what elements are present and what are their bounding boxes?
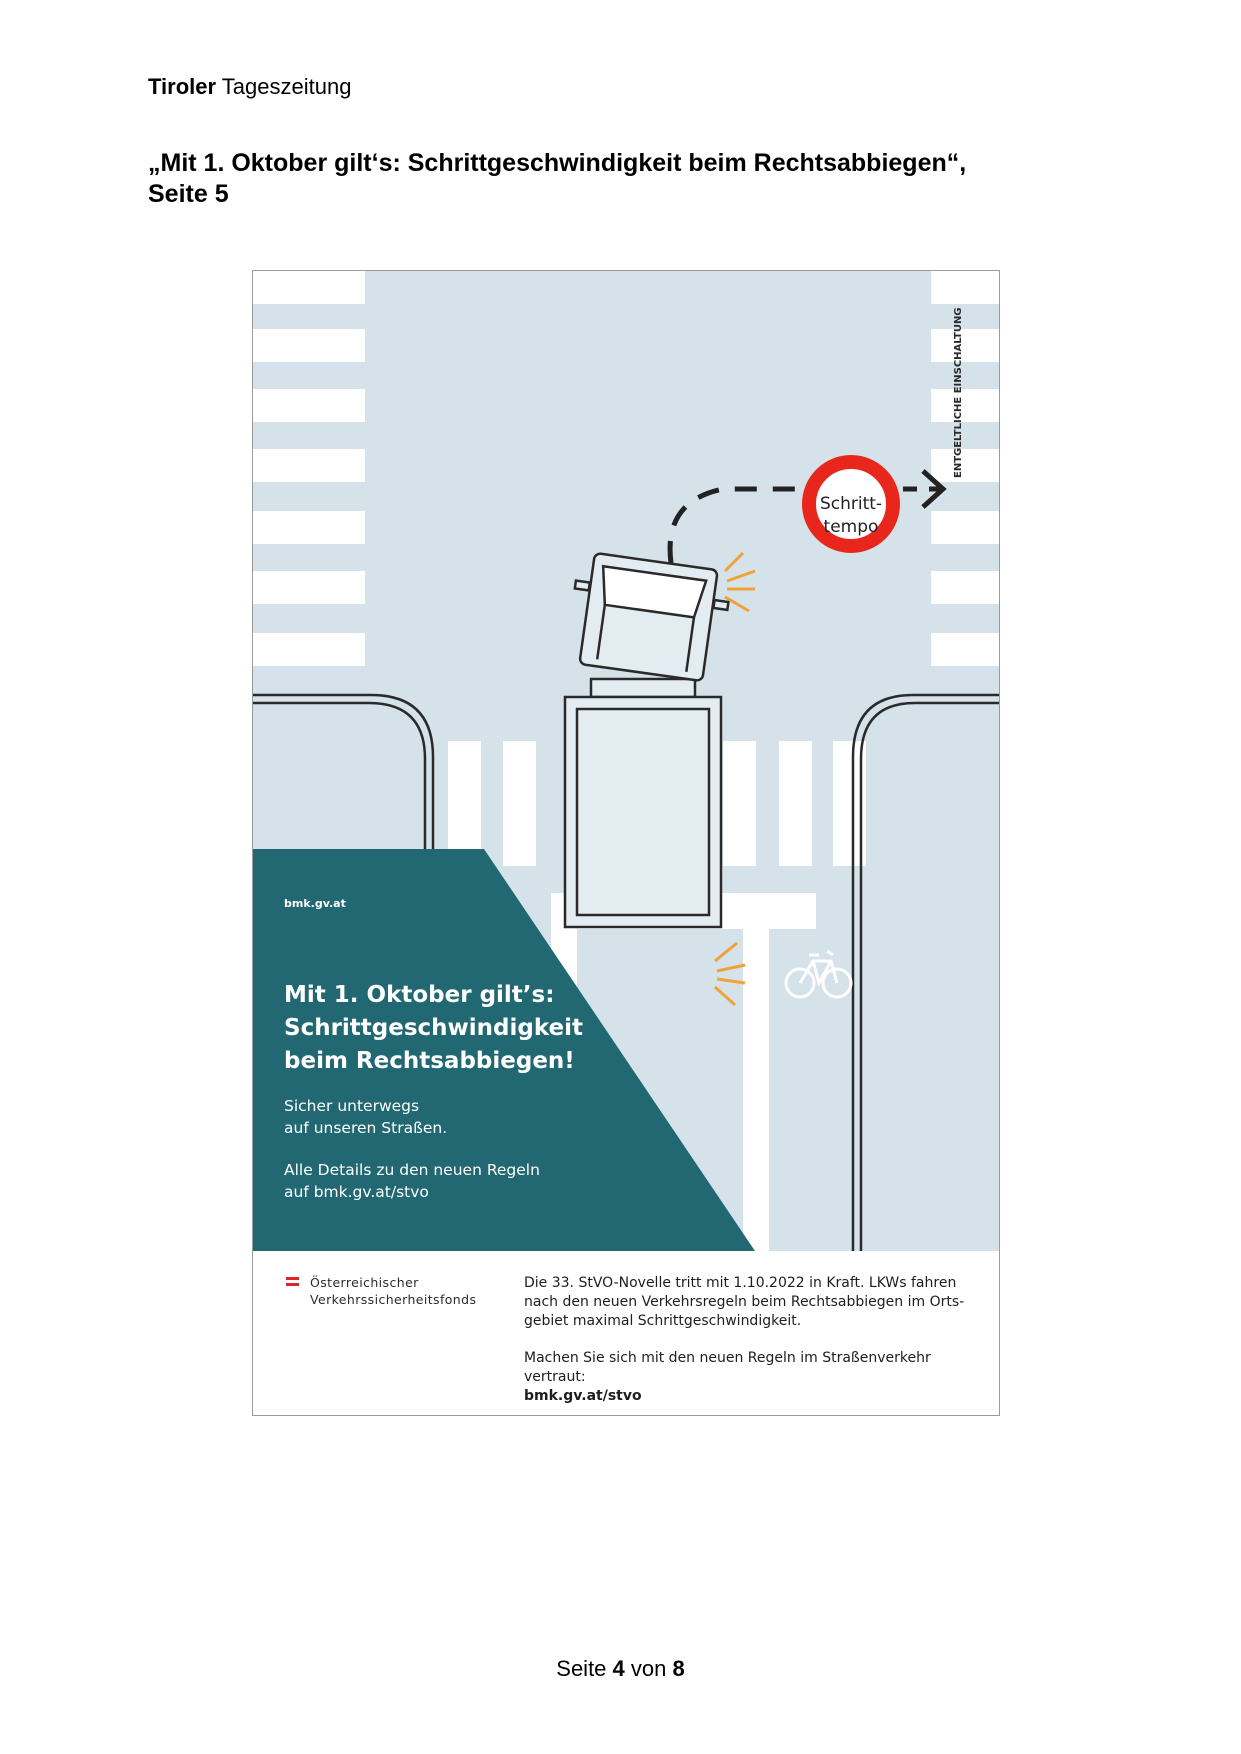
article-title-line1: „Mit 1. Oktober gilt‘s: Schrittgeschwindigkeit beim Rechtsabbiegen“, [148,149,967,177]
ad-subline: Sicher unterwegs auf unseren Straßen. [284,1097,448,1137]
newspaper-name: Tiroler Tageszeitung [148,74,352,99]
austria-flag-icon [286,1277,299,1286]
road-illustration [253,271,999,1415]
schritttempo-sign: Schritt- tempo [819,494,883,537]
organization-name: Österreichischer Verkehrssicherheitsfonds [310,1275,477,1307]
ad-site: bmk.gv.at [284,897,346,910]
article-title [148,148,1108,210]
ad-info-text: Die 33. StVO-Novelle tritt mit 1.10.2022 in Kraft. LKWs fahren nach den neuen Verkehrsregeln beim Rechtsabbiegen im Orts- gebiet maximal Schrittgeschwindigkeit. Machen Sie sich mit den neuen Regeln im Straßenverkehr vertraut: bmk.gv.at/stvo [524,1275,965,1404]
page-number: Seite 4 von 8 [556,1656,685,1681]
advertisement [252,270,1000,1416]
ad-headline: Mit 1. Oktober gilt’s: Schrittgeschwindigkeit beim Rechtsabbiegen! [284,982,584,1074]
ad-details: Alle Details zu den neuen Regeln auf bmk.gv.at/stvo [284,1161,540,1201]
article-title-line2: Seite 5 [148,180,229,208]
vertical-label: ENTGELTLICHE EINSCHALTUNG [953,307,964,478]
